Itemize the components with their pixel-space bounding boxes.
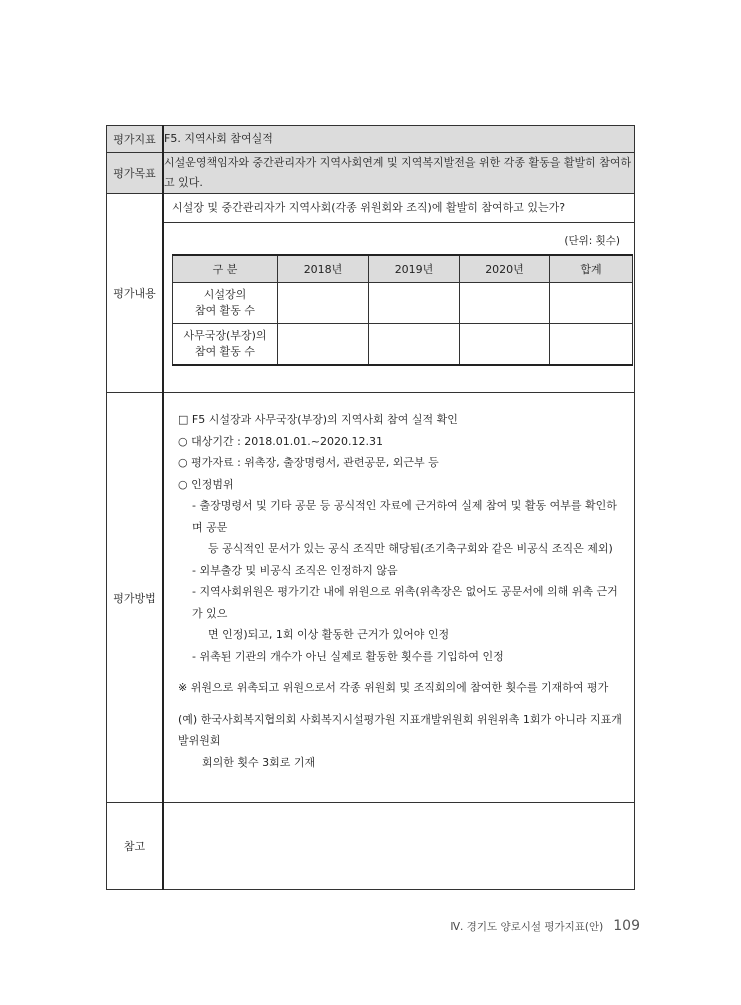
row-label-line: 시설장의 <box>203 288 247 301</box>
method-materials: ○ 평가자료 : 위촉장, 출장명령서, 관련공문, 외근부 등 <box>178 456 439 469</box>
method-title: □ F5 시설장과 사무국장(부장)의 지역사회 참여 실적 확인 <box>178 413 458 426</box>
method-item-cont: 면 인정)되고, 1회 이상 활동한 근거가 있어야 인정 <box>208 628 450 641</box>
table-row <box>173 324 633 366</box>
header-total: 합계 <box>550 255 633 283</box>
row-label-line: 참여 활동 수 <box>194 304 256 317</box>
header-2019: 2019년 <box>369 255 460 283</box>
method-label: 평가방법 <box>107 393 164 803</box>
method-period: ○ 대상기간 : 2018.01.01.~2020.12.31 <box>178 434 383 448</box>
content-cell <box>163 194 635 393</box>
row-label-line: 사무국장(부장)의 <box>183 329 267 342</box>
row-label-director <box>173 283 278 324</box>
table-header-row <box>173 255 633 283</box>
method-content <box>164 393 634 773</box>
activity-count-table <box>172 254 633 366</box>
note-label: 참고 <box>107 803 164 890</box>
footer-title: Ⅳ. 경기도 양로시설 평가지표(안) <box>450 921 604 933</box>
table-cell <box>550 283 633 324</box>
method-scope: ○ 인정범위 <box>178 477 234 491</box>
table-cell <box>460 324 550 366</box>
indicator-value: F5. 지역사회 참여실적 <box>163 126 635 153</box>
table-cell <box>550 324 633 366</box>
evaluation-question: 시설장 및 중간관리자가 지역사회(각종 위원회와 조직)에 활발히 참여하고 있는가? <box>164 194 634 223</box>
page-footer <box>440 918 640 934</box>
method-item: - 출장명령서 및 기타 공문 등 공식적인 자료에 근거하여 실제 참여 및 활동 여부를 확인하며 공문 <box>192 499 617 534</box>
content-label: 평가내용 <box>107 194 164 393</box>
page-number: 109 <box>613 918 640 934</box>
method-example: (예) 한국사회복지협의회 사회복지시설평가원 지표개발위원회 위원위촉 1회가 아니라 지표개발위원회 <box>178 712 622 747</box>
row-label-line: 참여 활동 수 <box>194 345 256 358</box>
note-cell <box>163 803 635 890</box>
row-label-secretary <box>173 324 278 366</box>
evaluation-table <box>106 125 635 890</box>
table-cell <box>460 283 550 324</box>
table-cell <box>278 324 369 366</box>
indicator-label: 평가지표 <box>107 126 164 153</box>
table-cell <box>278 283 369 324</box>
unit-label: (단위: 횟수) <box>564 235 620 247</box>
method-item: - 외부출강 및 비공식 조직은 인정하지 않음 <box>192 563 398 577</box>
method-item: - 지역사회위원은 평가기간 내에 위원으로 위촉(위촉장은 없어도 공문서에 의해 위촉 근거가 있으 <box>192 585 618 620</box>
method-note: ※ 위원으로 위촉되고 위원으로서 각종 위원회 및 조직회의에 참여한 횟수를 기재하여 평가 <box>178 681 609 694</box>
method-cell <box>163 393 635 803</box>
header-2018: 2018년 <box>278 255 369 283</box>
header-category: 구 분 <box>173 255 278 283</box>
header-2020: 2020년 <box>460 255 550 283</box>
goal-value: 시설운영책임자와 중간관리자가 지역사회연계 및 지역복지발전을 위한 각종 활동을 활발히 참여하고 있다. <box>163 153 635 194</box>
table-cell <box>369 324 460 366</box>
method-item: - 위촉된 기관의 개수가 아닌 실제로 활동한 횟수를 기입하여 인정 <box>192 649 504 663</box>
table-cell <box>369 283 460 324</box>
method-item-cont: 등 공식적인 문서가 있는 공식 조직만 해당됨(조기축구회와 같은 비공식 조직은 제외) <box>208 542 613 555</box>
goal-label: 평가목표 <box>107 153 164 194</box>
table-row <box>173 283 633 324</box>
method-example-cont: 회의한 횟수 3회로 기재 <box>202 755 316 769</box>
